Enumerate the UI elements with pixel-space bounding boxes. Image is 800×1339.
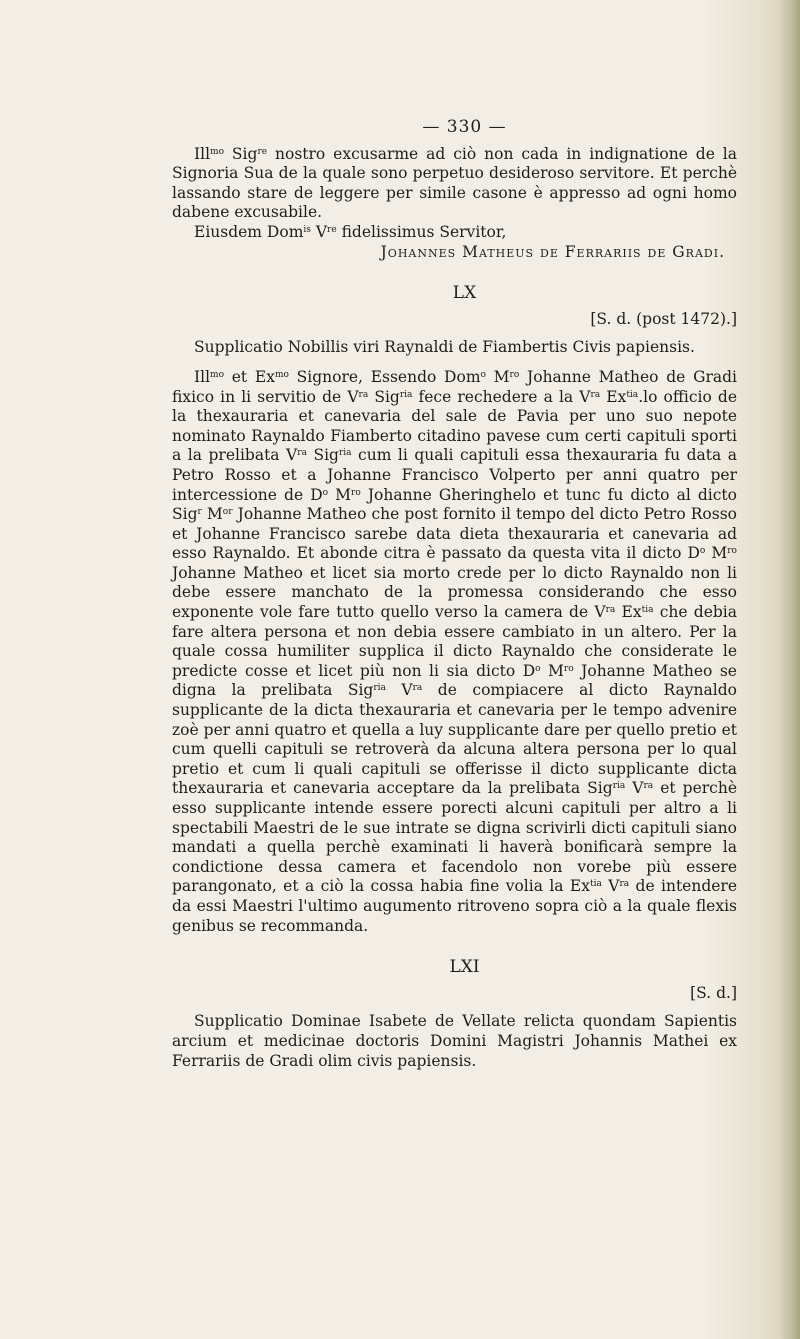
page-number: — 330 —	[422, 117, 507, 137]
document-body-lx: Ill$^{mo}$ et $Ex^{mo}$ Signore, Essendo Dom$^o$ $M^{ro}$ Johanne Matheo de Gradi fixico in li servitio de $V^{ra}$ Sig$^{ria}$ fece rechedere a la $V^{ra}$ $Ex^{tia}.lo$ officio de la thexauraria et canevaria del sale de Pavia per uno suo nepote nominato Raynaldo Fiamberto citadino pavese cum certi capituli sporti a la prelibata $V^{ra}$ Sig$^{ria}$ cum li quali capituli essa thexauraria fu data a Petro Rosso et a Johanne Francisco Volperto per anni quatro per intercessione de $D^o$ $M^{ro}$ Johanne Gheringhelo et tunc fu dicto al dicto Sig$^r$ $M^{or}$ Johanne Matheo che post fornito il tempo del dicto Petro Rosso et Johanne Francisco sarebe data dieta thexauraria et canevaria ad esso Raynaldo. Et abonde citra è passato da questa vita il dicto $D^o$ $M^{ro}$ Johanne Matheo et licet sia morto crede per lo dicto Raynaldo non li debe essere manchato de la promessa considerando che esso exponente vole fare tutto quello verso la camera de $V^{ra}$ $Ex^{tia}$ che debia fare altera persona et non debia essere cambiato in un altero. Per la quale cossa humiliter supplica il dicto Raynaldo che considerate le predicte cosse et licet più non li sia dicto $D^o$ $M^{ro}$ Johanne Matheo se digna la prelibata Sig$^{ria}$ $V^{ra}$ de compiacere al dicto Raynaldo supplicante de la dicta thexauraria et canevaria per le tempo advenire zoè per anni quatro et quella a luy supplicante dare per quello pretio et cum quelli capituli se retroverà da alcuna altera persona per lo qual pretio et cum li quali capituli se offerisse il dicto supplicante dicta thexauraria et canevaria acceptare da la prelibata Sig$^{ria}$ $V^{ra}$ et perchè esso supplicante intende essere porecti alcuni capituli per altro a li spectabili Maestri de le sue intrate se digna scrivirli dicti capituli siano mandati a quella perchè examinati li haverà bonificarà sempre la condictione dessa camera et facendolo non vorebe più essere parangonato, et a ciò la cossa habia fine volia la $Ex^{tia}$ $V^{ra}$ de intendere da essi Maestri l'ultimo augumento ritroveno sopra ciò a la quale flexis genibus se recommanda.	[172, 367, 738, 935]
closing-sup: re	[327, 224, 337, 235]
date-note-lxi: [S. d.]	[690, 983, 737, 1002]
date-note-lx: [S. d. (post 1472).]	[590, 309, 737, 328]
closing-paragraph	[172, 145, 737, 223]
closing-text: Sig	[224, 144, 258, 163]
document-number-lxi: LXI	[449, 957, 480, 978]
closing-text: fidelissimus Servitor,	[336, 222, 507, 241]
closing-sup: mo	[210, 146, 224, 157]
page-edge-shadow	[778, 0, 800, 1339]
document-number-lx: LX	[452, 283, 477, 304]
closing-text: Ill	[194, 144, 211, 163]
closing-text: Eiusdem Dom	[194, 222, 304, 241]
closing-sup: is	[303, 224, 311, 235]
signature: Johannes Matheus de Ferrariis de Gradi.	[380, 242, 725, 261]
page-text-block	[172, 118, 737, 1081]
document-title-lx: Supplicatio Nobillis viri Raynaldi de Fiambertis Civis papiensis.	[194, 338, 695, 357]
closing-text: V	[310, 222, 328, 241]
document-title-lxi: Supplicatio Dominae Isabete de Vellate relicta quondam Sapientis arcium et medicinae doctoris Domini Magistri Johannis Mathei ex Ferrariis de Gradi olim civis papiensis.	[172, 1012, 737, 1070]
closing-formula	[172, 223, 737, 243]
closing-text: nostro excusarme ad ciò non cada in indignatione de la Signoria Sua de la quale sono perpetuo desideroso servitore. Et perchè lassando stare de leggere per simile casone è appresso ad ogni homo dabene excusabile.	[172, 144, 737, 222]
closing-sup: re	[257, 146, 268, 157]
